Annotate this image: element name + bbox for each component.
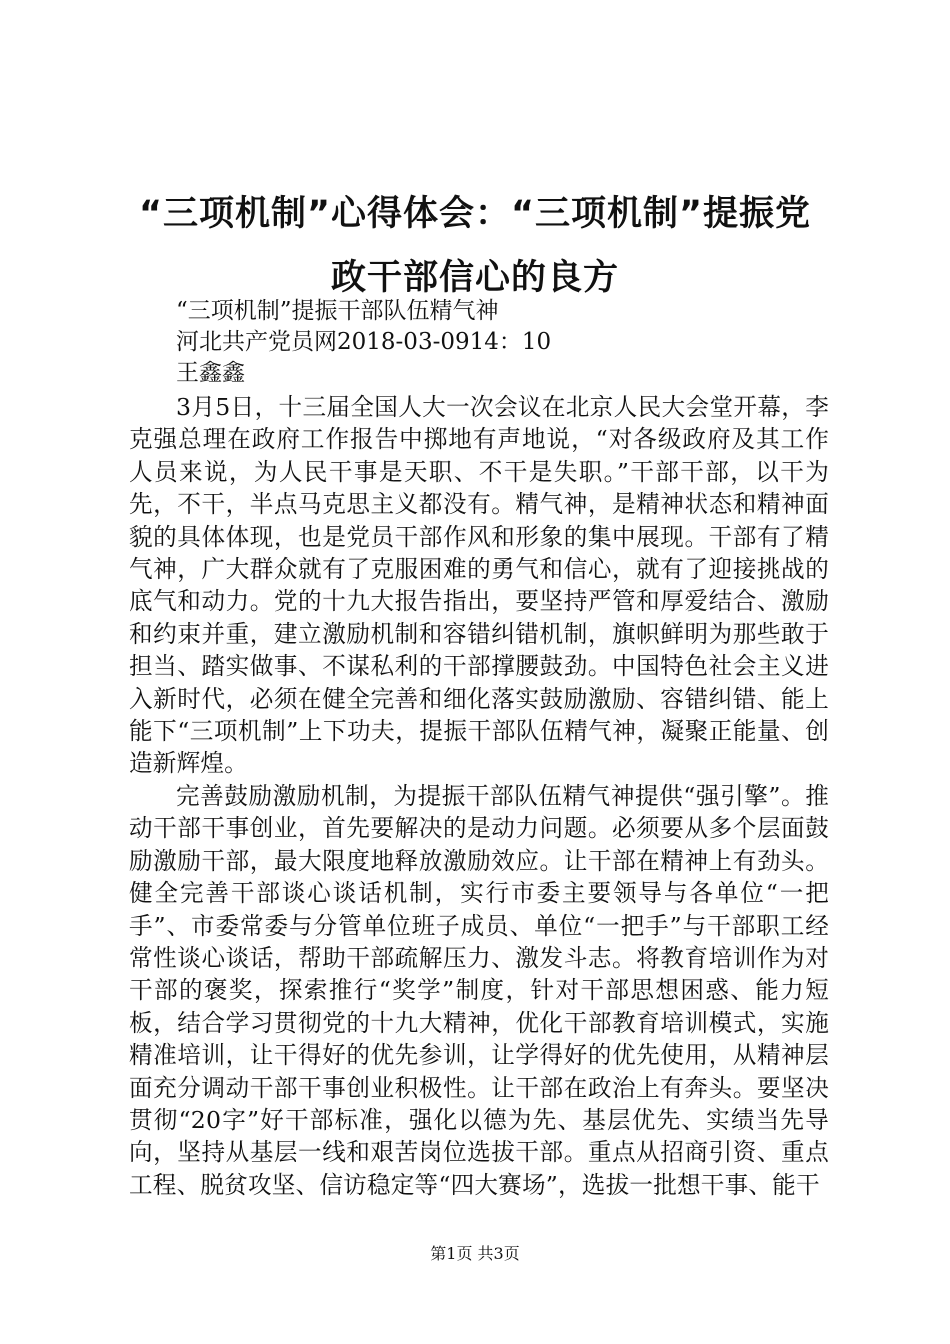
article-body — [129, 391, 829, 1201]
title-line-1: “三项机制”心得体会：“三项机制”提振党 — [138, 194, 811, 234]
body-paragraph: 3月5日，十三届全国人大一次会议在北京人民大会堂开幕，李克强总理在政府工作报告中掷地有声地说，“对各级政府及其工作人员来说，为人民干事是天职、不干是失职。”干部干部，以干为先，不干，半点马克思主义都没有。精气神，是精神状态和精神面貌的具体体现，也是党员干部作风和形象的集中展现。干部有了精气神，广大群众就有了克服困难的勇气和信心，就有了迎接挑战的底气和动力。党的十九大报告指出，要坚持严管和厚爱结合、激励和约束并重，建立激励机制和容错纠错机制，旗帜鲜明为那些敢于担当、踏实做事、不谋私利的干部撑腰鼓劲。中国特色社会主义进入新时代，必须在健全完善和细化落实鼓励激励、容错纠错、能上能下“三项机制”上下功夫，提振干部队伍精气神，凝聚正能量、创造新辉煌。 — [129, 393, 829, 778]
article-meta — [176, 296, 856, 389]
title-line-2: 政干部信心的良方 — [330, 258, 619, 298]
page-number: 第1页 共3页 — [430, 1244, 520, 1263]
article-subtitle: “三项机制”提振干部队伍精气神 — [176, 298, 499, 324]
body-paragraph: 完善鼓励激励机制，为提振干部队伍精气神提供“强引擎”。推动干部干事创业，首先要解决的是动力问题。必须要从多个层面鼓励激励干部，最大限度地释放激励效应。让干部在精神上有劲头。健全完善干部谈心谈话机制，实行市委主要领导与各单位“一把手”、市委常委与分管单位班子成员、单位“一把手”与干部职工经常性谈心谈话，帮助干部疏解压力、激发斗志。将教育培训作为对干部的褒奖，探索推行“奖学”制度，针对干部思想困惑、能力短板，结合学习贯彻党的十九大精神，优化干部教育培训模式，实施精准培训，让干得好的优先参训，让学得好的优先使用，从精神层面充分调动干部干事创业积极性。让干部在政治上有奔头。要坚决贯彻“20字”好干部标准，强化以德为先、基层优先、实绩当先导向，坚持从基层一线和艰苦岗位选拔干部。重点从招商引资、重点工程、脱贫攻坚、信访稳定等“四大赛场”，选拔一批想干事、能干 — [129, 781, 829, 1199]
document-title — [60, 182, 890, 310]
article-author: 王鑫鑫 — [176, 360, 245, 386]
article-source: 河北共产党员网2018-03-0914：10 — [176, 329, 552, 355]
